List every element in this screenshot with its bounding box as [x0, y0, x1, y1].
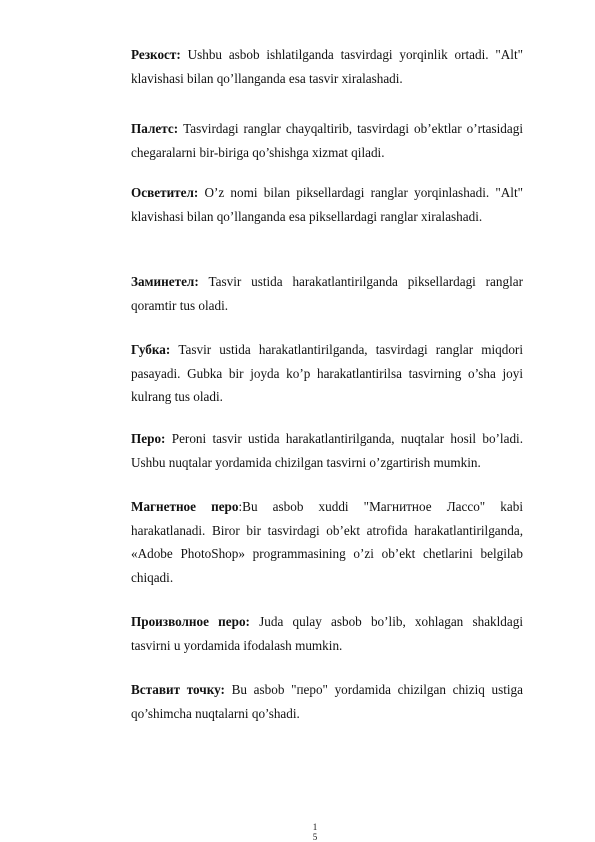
term-description: Tasvir ustida harakatlantirilganda piksellardagi ranglar qoramtir tus oladi.: [131, 274, 523, 313]
paragraph-vstavit-tochku: [131, 678, 523, 725]
paragraph-palets: [131, 117, 523, 164]
paragraph-magnetnoe-pero: [131, 495, 523, 589]
term-label: Произволное перо:: [131, 614, 250, 629]
term-label: Губка:: [131, 342, 171, 357]
paragraph-pero: [131, 427, 523, 474]
term-label: Палетс:: [131, 121, 179, 136]
term-description: O’z nomi bilan piksellardagi ranglar yorqinlashadi. "Alt" klavishasi bilan qo’llanganda esa piksellardagi ranglar xiralashadi.: [131, 185, 523, 224]
paragraph-rezkost: [131, 43, 523, 90]
page-number-digit: 1: [312, 822, 318, 832]
term-label: Магнетное перо: [131, 499, 239, 514]
term-description: Tasvir ustida harakatlantirilganda, tasvirdagi ranglar miqdori pasayadi. Gubka bir joyda ko’p harakatlantirilsa tasvirning o’sha joyi kulrang tus oladi.: [131, 342, 523, 404]
term-description: Peroni tasvir ustida harakatlantirilganda, nuqtalar hosil bo’ladi. Ushbu nuqtalar yordamida chizilgan tasvirni o’zgartirish mumkin.: [131, 431, 523, 470]
paragraph-gubka: [131, 338, 523, 409]
page-number-digit: 5: [312, 832, 318, 842]
page-number: [309, 822, 321, 842]
term-description: :Bu asbob xuddi "Магнитное Лассо" kabi harakatlanadi. Biror bir tasvirdagi ob’ekt atrofida harakatlantirilganda, «Adobe PhotoShop» programmasining o’zi ob’ekt chetlarini belgilab chiqadi.: [131, 499, 523, 585]
term-description: Bu asbob "перо" yordamida chizilgan chiziq ustiga qo’shimcha nuqtalarni qo’shadi.: [131, 682, 523, 721]
term-label: Вставит точку:: [131, 682, 225, 697]
term-label: Заминетел:: [131, 274, 199, 289]
term-description: Tasvirdagi ranglar chayqaltirib, tasvirdagi ob’ektlar o’rtasidagi chegaralarni bir-biriga qo’shishga xizmat qiladi.: [131, 121, 523, 160]
term-description: Ushbu asbob ishlatilganda tasvirdagi yorqinlik ortadi. "Alt" klavishasi bilan qo’llanganda esa tasvir xiralashadi.: [131, 47, 523, 86]
paragraph-proizvolnoe-pero: [131, 610, 523, 657]
term-label: Перо:: [131, 431, 166, 446]
paragraph-zaminetel: [131, 270, 523, 317]
term-label: Резкост:: [131, 47, 181, 62]
term-description: Juda qulay asbob bo’lib, xohlagan shakldagi tasvirni u yordamida ifodalash mumkin.: [131, 614, 524, 653]
paragraph-osvetitel: [131, 181, 523, 228]
term-label: Осветител:: [131, 185, 199, 200]
